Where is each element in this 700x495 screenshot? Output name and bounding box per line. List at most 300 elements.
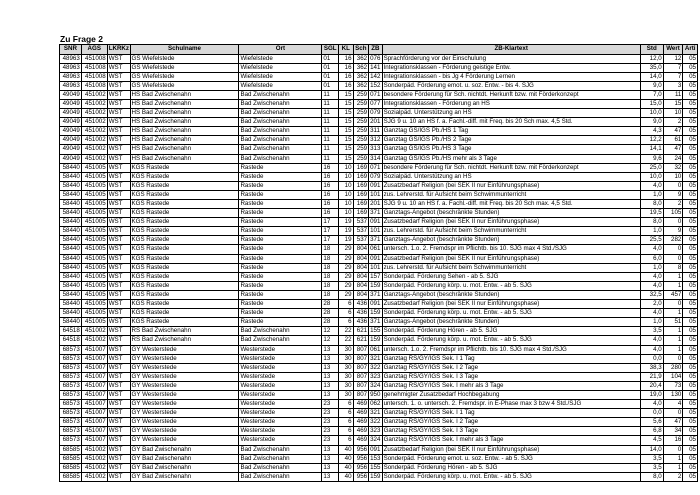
cell-zb-klartext: Integrationsklassen - bis Jg 4 Förderung Lernen bbox=[382, 72, 640, 81]
cell-arti: 05 bbox=[683, 427, 698, 436]
cell-schulname: HS Bad Zwischenahn bbox=[130, 118, 239, 127]
table-row bbox=[60, 154, 698, 163]
cell-zb: 071 bbox=[370, 163, 381, 171]
cell-arti: 05 bbox=[683, 390, 698, 399]
cell-sgl: 13 bbox=[322, 354, 339, 363]
cell-zb-klartext: Ganztags-Angebot (beschränkte Stunden) bbox=[382, 236, 640, 245]
cell-kl: 10 bbox=[339, 209, 354, 218]
cell-snr: 68573 bbox=[60, 400, 82, 409]
cell-zb: 155 bbox=[370, 463, 381, 471]
cell-zb-klartext: Ganztag RS/GY/IGS Sek. I 1 Tag bbox=[382, 409, 640, 418]
cell-zb: 076 bbox=[370, 54, 381, 62]
cell-ags: 451005 bbox=[81, 227, 107, 236]
cell-kl: 10 bbox=[339, 190, 354, 199]
cell-lkrkz: WST bbox=[107, 227, 130, 236]
table-row bbox=[60, 90, 698, 99]
cell-lkrkz: WST bbox=[107, 400, 130, 409]
table-row bbox=[60, 363, 698, 372]
cell-schulname: GY Westerstede bbox=[130, 409, 239, 418]
cell-wert: 32 bbox=[663, 163, 683, 172]
cell-schulname: GY Westerstede bbox=[130, 427, 239, 436]
cell-lkrkz: WST bbox=[107, 290, 130, 299]
cell-kl: 29 bbox=[339, 245, 354, 254]
cell-snr: 48963 bbox=[60, 54, 82, 63]
cell-zb-klartext: zus. Lehrerstd. für Aufsicht beim Schwimmunterricht bbox=[382, 227, 640, 236]
cell-lkrkz: WST bbox=[107, 272, 130, 281]
cell-sgl: 13 bbox=[322, 345, 339, 354]
cell-schulname: GY Bad Zwischenahn bbox=[130, 454, 239, 463]
cell-arti: 05 bbox=[683, 99, 698, 108]
cell-sch: 362 bbox=[353, 54, 369, 63]
cell-ags: 451005 bbox=[81, 163, 107, 172]
cell-snr: 48963 bbox=[60, 72, 82, 81]
cell-sch: 804 bbox=[353, 281, 369, 290]
cell-snr: 48963 bbox=[60, 81, 82, 90]
cell-wert: 3 bbox=[663, 81, 683, 90]
cell-zb: 142 bbox=[370, 72, 381, 80]
cell-kl: 22 bbox=[339, 336, 354, 345]
cell-sch: 169 bbox=[353, 181, 369, 190]
cell-ort: Bad Zwischenahn bbox=[239, 463, 322, 472]
cell-sch: 956 bbox=[353, 463, 369, 472]
cell-ort: Bad Zwischenahn bbox=[239, 445, 322, 454]
cell-sch: 169 bbox=[353, 163, 369, 172]
cell-arti: 05 bbox=[683, 345, 698, 354]
cell-lkrkz: WST bbox=[107, 154, 130, 163]
cell-kl: 30 bbox=[339, 381, 354, 390]
cell-zb: 101 bbox=[370, 263, 381, 271]
cell-arti: 05 bbox=[683, 136, 698, 145]
cell-zb: 314 bbox=[370, 154, 381, 162]
column-header-kl: KL bbox=[339, 45, 354, 55]
cell-kl: 29 bbox=[339, 254, 354, 263]
cell-lkrkz: WST bbox=[107, 236, 130, 245]
cell-lkrkz: WST bbox=[107, 445, 130, 454]
cell-arti: 05 bbox=[683, 445, 698, 454]
table-row bbox=[60, 381, 698, 390]
cell-sch: 956 bbox=[353, 472, 369, 481]
cell-sch: 804 bbox=[353, 245, 369, 254]
cell-snr: 58440 bbox=[60, 209, 82, 218]
cell-sgl: 18 bbox=[322, 281, 339, 290]
cell-ags: 451002 bbox=[81, 445, 107, 454]
table-row bbox=[60, 181, 698, 190]
table-row bbox=[60, 272, 698, 281]
cell-snr: 49049 bbox=[60, 109, 82, 118]
cell-std: 8,0 bbox=[640, 472, 663, 481]
cell-std: 4,0 bbox=[640, 400, 663, 409]
cell-lkrkz: WST bbox=[107, 409, 130, 418]
cell-sch: 537 bbox=[353, 227, 369, 236]
cell-ags: 451002 bbox=[81, 472, 107, 481]
cell-wert: 16 bbox=[663, 436, 683, 445]
cell-sgl: 28 bbox=[322, 318, 339, 327]
cell-sgl: 13 bbox=[322, 372, 339, 381]
cell-snr: 68573 bbox=[60, 354, 82, 363]
cell-schulname: RS Bad Zwischenahn bbox=[130, 336, 239, 345]
cell-snr: 58440 bbox=[60, 190, 82, 199]
cell-zb-klartext: Ganztags-Angebot (beschränkte Stunden) bbox=[382, 290, 640, 299]
cell-wert: 457 bbox=[663, 290, 683, 299]
cell-wert: 2 bbox=[663, 472, 683, 481]
cell-arti: 05 bbox=[683, 254, 698, 263]
cell-zb-klartext: Sonderpäd. Förderung Sehen - ab 5. SJG bbox=[382, 272, 640, 281]
cell-wert: 8 bbox=[663, 263, 683, 272]
cell-schulname: KGS Rastede bbox=[130, 300, 239, 309]
cell-ags: 451005 bbox=[81, 290, 107, 299]
cell-sgl: 13 bbox=[322, 390, 339, 399]
cell-wert: 0 bbox=[663, 300, 683, 309]
cell-ags: 451007 bbox=[81, 345, 107, 354]
cell-sgl: 17 bbox=[322, 218, 339, 227]
cell-std: 32,5 bbox=[640, 290, 663, 299]
cell-sgl: 13 bbox=[322, 472, 339, 481]
cell-sch: 956 bbox=[353, 445, 369, 454]
cell-sgl: 11 bbox=[322, 154, 339, 163]
cell-zb: 322 bbox=[370, 363, 381, 371]
cell-ort: Rastede bbox=[239, 209, 322, 218]
cell-schulname: KGS Rastede bbox=[130, 227, 239, 236]
cell-ags: 451002 bbox=[81, 90, 107, 99]
cell-std: 8,0 bbox=[640, 218, 663, 227]
cell-zb-klartext: Ganztag GS/IGS Pb./HS 2 Tage bbox=[382, 136, 640, 145]
cell-kl: 6 bbox=[339, 400, 354, 409]
cell-snr: 58440 bbox=[60, 200, 82, 209]
cell-kl: 19 bbox=[339, 227, 354, 236]
cell-ort: Rastede bbox=[239, 318, 322, 327]
table-row bbox=[60, 200, 698, 209]
cell-wert: 130 bbox=[663, 390, 683, 399]
cell-snr: 68573 bbox=[60, 363, 82, 372]
cell-snr: 58440 bbox=[60, 309, 82, 318]
cell-ags: 451002 bbox=[81, 454, 107, 463]
cell-wert: 1 bbox=[663, 345, 683, 354]
cell-zb: 371 bbox=[370, 209, 381, 217]
cell-zb: 091 bbox=[370, 218, 381, 226]
cell-ags: 451008 bbox=[81, 81, 107, 90]
cell-ags: 451005 bbox=[81, 181, 107, 190]
cell-lkrkz: WST bbox=[107, 190, 130, 199]
cell-std: 25,5 bbox=[640, 236, 663, 245]
cell-sgl: 18 bbox=[322, 263, 339, 272]
cell-lkrkz: WST bbox=[107, 145, 130, 154]
cell-std: 10,0 bbox=[640, 109, 663, 118]
cell-sgl: 18 bbox=[322, 245, 339, 254]
cell-ags: 451007 bbox=[81, 363, 107, 372]
cell-arti: 05 bbox=[683, 218, 698, 227]
cell-arti: 05 bbox=[683, 236, 698, 245]
cell-snr: 49049 bbox=[60, 154, 82, 163]
cell-lkrkz: WST bbox=[107, 336, 130, 345]
cell-sch: 436 bbox=[353, 318, 369, 327]
table-row bbox=[60, 345, 698, 354]
cell-schulname: GY Westerstede bbox=[130, 390, 239, 399]
cell-wert: 10 bbox=[663, 109, 683, 118]
column-header-arti: Arti bbox=[684, 45, 696, 53]
cell-ort: Bad Zwischenahn bbox=[239, 136, 322, 145]
cell-zb-klartext: Ganztag RS/GY/IGS Sek. I 2 Tage bbox=[382, 363, 640, 372]
cell-wert: 280 bbox=[663, 363, 683, 372]
cell-snr: 58440 bbox=[60, 281, 82, 290]
cell-wert: 1 bbox=[663, 463, 683, 472]
table-row bbox=[60, 290, 698, 299]
cell-std: 6,0 bbox=[640, 254, 663, 263]
cell-lkrkz: WST bbox=[107, 363, 130, 372]
cell-sch: 169 bbox=[353, 190, 369, 199]
cell-schulname: GY Westerstede bbox=[130, 372, 239, 381]
cell-std: 14,1 bbox=[640, 145, 663, 154]
cell-schulname: KGS Rastede bbox=[130, 181, 239, 190]
cell-sch: 807 bbox=[353, 345, 369, 354]
cell-arti: 05 bbox=[683, 327, 698, 336]
cell-std: 9,0 bbox=[640, 118, 663, 127]
cell-sgl: 01 bbox=[322, 72, 339, 81]
cell-std: 3,5 bbox=[640, 463, 663, 472]
cell-sch: 804 bbox=[353, 263, 369, 272]
column-header-zb: ZB bbox=[369, 45, 382, 55]
cell-schulname: HS Bad Zwischenahn bbox=[130, 90, 239, 99]
table-row bbox=[60, 218, 698, 227]
cell-ort: Westerstede bbox=[239, 436, 322, 445]
cell-zb: 155 bbox=[370, 327, 381, 335]
cell-ags: 451008 bbox=[81, 54, 107, 63]
cell-zb: 201 bbox=[370, 118, 381, 126]
cell-arti: 05 bbox=[683, 190, 698, 199]
cell-ags: 451002 bbox=[81, 136, 107, 145]
cell-ort: Bad Zwischenahn bbox=[239, 118, 322, 127]
cell-lkrkz: WST bbox=[107, 136, 130, 145]
cell-lkrkz: WST bbox=[107, 127, 130, 136]
cell-ort: Wiefelstede bbox=[239, 63, 322, 72]
cell-ort: Bad Zwischenahn bbox=[239, 327, 322, 336]
cell-arti: 05 bbox=[683, 400, 698, 409]
cell-sch: 804 bbox=[353, 272, 369, 281]
cell-arti: 05 bbox=[683, 463, 698, 472]
cell-kl: 16 bbox=[339, 63, 354, 72]
cell-sch: 469 bbox=[353, 418, 369, 427]
cell-zb-klartext: Integrationsklassen - Förderung geistige Entw. bbox=[382, 63, 640, 72]
cell-kl: 19 bbox=[339, 236, 354, 245]
cell-zb-klartext: Integrationsklassen - Förderung an HS bbox=[382, 99, 640, 108]
cell-kl: 10 bbox=[339, 163, 354, 172]
report-page bbox=[59, 35, 698, 482]
cell-kl: 40 bbox=[339, 454, 354, 463]
cell-sgl: 13 bbox=[322, 363, 339, 372]
cell-sch: 259 bbox=[353, 99, 369, 108]
cell-lkrkz: WST bbox=[107, 245, 130, 254]
cell-wert: 7 bbox=[663, 72, 683, 81]
cell-wert: 282 bbox=[663, 236, 683, 245]
table-row bbox=[60, 254, 698, 263]
cell-zb: 061 bbox=[370, 345, 381, 353]
table-row bbox=[60, 127, 698, 136]
cell-snr: 68573 bbox=[60, 390, 82, 399]
cell-zb: 201 bbox=[370, 200, 381, 207]
cell-sch: 436 bbox=[353, 309, 369, 318]
data-table bbox=[59, 44, 698, 482]
cell-sgl: 18 bbox=[322, 290, 339, 299]
cell-schulname: KGS Rastede bbox=[130, 190, 239, 199]
cell-wert: 1 bbox=[663, 272, 683, 281]
cell-sch: 469 bbox=[353, 436, 369, 445]
cell-ort: Wiefelstede bbox=[239, 54, 322, 63]
cell-ags: 451007 bbox=[81, 381, 107, 390]
cell-snr: 68585 bbox=[60, 463, 82, 472]
cell-wert: 0 bbox=[663, 409, 683, 418]
cell-sch: 259 bbox=[353, 127, 369, 136]
table-row bbox=[60, 409, 698, 418]
cell-ags: 451007 bbox=[81, 390, 107, 399]
cell-kl: 15 bbox=[339, 154, 354, 163]
cell-ags: 451002 bbox=[81, 463, 107, 472]
cell-kl: 6 bbox=[339, 427, 354, 436]
cell-sgl: 11 bbox=[322, 127, 339, 136]
table-row bbox=[60, 109, 698, 118]
cell-sch: 169 bbox=[353, 200, 369, 209]
cell-wert: 7 bbox=[663, 63, 683, 72]
cell-std: 5,6 bbox=[640, 418, 663, 427]
cell-zb: 371 bbox=[370, 236, 381, 244]
cell-kl: 15 bbox=[339, 118, 354, 127]
cell-sch: 362 bbox=[353, 63, 369, 72]
cell-std: 8,0 bbox=[640, 200, 663, 209]
cell-std: 1,0 bbox=[640, 227, 663, 236]
cell-sch: 537 bbox=[353, 236, 369, 245]
cell-snr: 49049 bbox=[60, 145, 82, 154]
cell-sch: 807 bbox=[353, 390, 369, 399]
cell-zb-klartext: zus. Lehrerstd. für Aufsicht beim Schwimmunterricht bbox=[382, 263, 640, 272]
cell-std: 4,0 bbox=[640, 272, 663, 281]
cell-schulname: GS Wiefelstede bbox=[130, 72, 239, 81]
table-row bbox=[60, 72, 698, 81]
cell-ags: 451002 bbox=[81, 145, 107, 154]
cell-zb-klartext: Sonderpäd. Förderung Hören - ab 5. SJG bbox=[382, 463, 640, 472]
cell-arti: 05 bbox=[683, 381, 698, 390]
cell-kl: 6 bbox=[339, 300, 354, 309]
cell-arti: 05 bbox=[683, 209, 698, 218]
cell-ort: Rastede bbox=[239, 200, 322, 209]
cell-ags: 451005 bbox=[81, 218, 107, 227]
cell-snr: 64518 bbox=[60, 327, 82, 336]
cell-zb: 312 bbox=[370, 136, 381, 144]
cell-ort: Wiefelstede bbox=[239, 72, 322, 81]
cell-zb: 062 bbox=[370, 400, 381, 408]
cell-ort: Bad Zwischenahn bbox=[239, 109, 322, 118]
cell-std: 12,0 bbox=[640, 54, 663, 63]
cell-ort: Westerstede bbox=[239, 363, 322, 372]
cell-zb-klartext: Ganztags-Angebot (beschränkte Stunden) bbox=[382, 318, 640, 327]
cell-sch: 362 bbox=[353, 81, 369, 90]
cell-arti: 05 bbox=[683, 300, 698, 309]
cell-wert: 9 bbox=[663, 190, 683, 199]
cell-schulname: KGS Rastede bbox=[130, 200, 239, 209]
cell-kl: 40 bbox=[339, 445, 354, 454]
cell-lkrkz: WST bbox=[107, 90, 130, 99]
cell-snr: 49049 bbox=[60, 136, 82, 145]
cell-zb: 159 bbox=[370, 336, 381, 344]
cell-lkrkz: WST bbox=[107, 327, 130, 336]
cell-kl: 15 bbox=[339, 99, 354, 108]
cell-ort: Bad Zwischenahn bbox=[239, 99, 322, 108]
cell-schulname: KGS Rastede bbox=[130, 245, 239, 254]
cell-sch: 804 bbox=[353, 290, 369, 299]
cell-ags: 451005 bbox=[81, 272, 107, 281]
cell-schulname: HS Bad Zwischenahn bbox=[130, 109, 239, 118]
cell-std: 4,0 bbox=[640, 181, 663, 190]
cell-std: 19,0 bbox=[640, 390, 663, 399]
cell-zb: 950 bbox=[370, 390, 381, 398]
cell-zb: 321 bbox=[370, 409, 381, 417]
cell-ort: Rastede bbox=[239, 172, 322, 181]
cell-zb: 101 bbox=[370, 190, 381, 198]
cell-snr: 58440 bbox=[60, 272, 82, 281]
cell-arti: 05 bbox=[683, 263, 698, 272]
cell-kl: 29 bbox=[339, 281, 354, 290]
cell-snr: 68573 bbox=[60, 427, 82, 436]
cell-wert: 73 bbox=[663, 381, 683, 390]
header-row bbox=[60, 45, 698, 55]
table-row bbox=[60, 163, 698, 172]
table-row bbox=[60, 472, 698, 481]
cell-kl: 22 bbox=[339, 327, 354, 336]
cell-wert: 1 bbox=[663, 336, 683, 345]
cell-std: 0,0 bbox=[640, 354, 663, 363]
table-row bbox=[60, 118, 698, 127]
cell-sgl: 13 bbox=[322, 463, 339, 472]
cell-std: 4,0 bbox=[640, 245, 663, 254]
cell-schulname: KGS Rastede bbox=[130, 218, 239, 227]
cell-ort: Westerstede bbox=[239, 427, 322, 436]
cell-sgl: 23 bbox=[322, 436, 339, 445]
cell-ags: 451007 bbox=[81, 427, 107, 436]
cell-lkrkz: WST bbox=[107, 300, 130, 309]
cell-std: 38,3 bbox=[640, 363, 663, 372]
cell-wert: 10 bbox=[663, 172, 683, 181]
cell-std: 3,5 bbox=[640, 454, 663, 463]
cell-zb: 323 bbox=[370, 427, 381, 435]
cell-lkrkz: WST bbox=[107, 427, 130, 436]
cell-zb: 091 bbox=[370, 445, 381, 453]
cell-std: 20,4 bbox=[640, 381, 663, 390]
cell-zb-klartext: untersch. 1. o. untersch. 2. Fremdspr. in E-Phase max 3 bzw 4 Std./SJG bbox=[382, 400, 640, 409]
table-row bbox=[60, 327, 698, 336]
cell-ort: Bad Zwischenahn bbox=[239, 472, 322, 481]
cell-zb: 371 bbox=[370, 290, 381, 298]
cell-kl: 15 bbox=[339, 90, 354, 99]
cell-ags: 451008 bbox=[81, 63, 107, 72]
table-row bbox=[60, 54, 698, 63]
cell-sch: 169 bbox=[353, 172, 369, 181]
cell-wert: 0 bbox=[663, 218, 683, 227]
cell-zb: 322 bbox=[370, 418, 381, 426]
cell-snr: 58440 bbox=[60, 172, 82, 181]
cell-sgl: 23 bbox=[322, 427, 339, 436]
cell-kl: 16 bbox=[339, 54, 354, 63]
table-row bbox=[60, 281, 698, 290]
cell-arti: 05 bbox=[683, 354, 698, 363]
cell-zb: 159 bbox=[370, 472, 381, 480]
cell-std: 4,0 bbox=[640, 336, 663, 345]
cell-sgl: 28 bbox=[322, 309, 339, 318]
cell-ort: Wiefelstede bbox=[239, 81, 322, 90]
cell-zb-klartext: Sprachförderung vor der Einschulung bbox=[382, 54, 640, 63]
table-row bbox=[60, 245, 698, 254]
cell-snr: 58440 bbox=[60, 245, 82, 254]
cell-lkrkz: WST bbox=[107, 354, 130, 363]
cell-kl: 15 bbox=[339, 136, 354, 145]
table-row bbox=[60, 263, 698, 272]
table-row bbox=[60, 136, 698, 145]
